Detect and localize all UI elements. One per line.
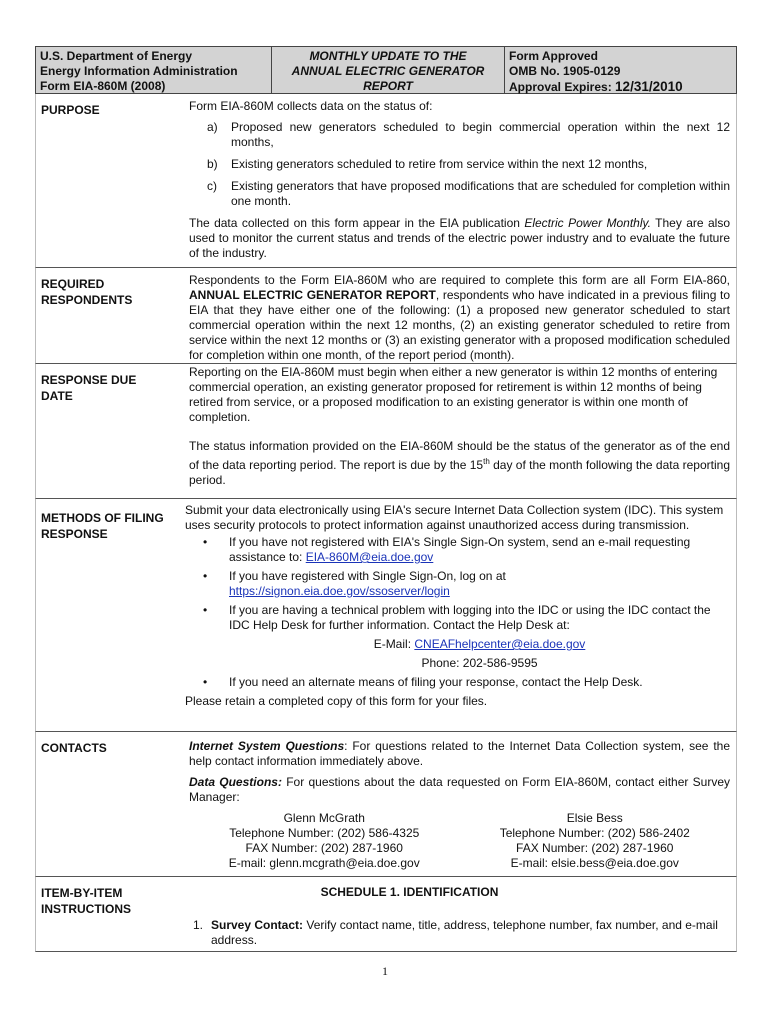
expires-label: Approval Expires:: [509, 80, 612, 94]
list-item: [185, 675, 730, 690]
label-line: METHODS OF FILING: [41, 511, 164, 525]
label-line: RESPONSE DUE: [41, 373, 137, 387]
contacts-row: [35, 732, 737, 877]
internet-text: : For questions related to the Internet Data Collection system, see the help contact information immediately above.: [189, 739, 731, 768]
purpose-content: [185, 94, 736, 267]
signon-link[interactable]: https://signon.eia.doe.gov/ssoserver/login: [229, 584, 450, 598]
bullet-icon: •: [203, 569, 208, 583]
contacts-content: [185, 732, 736, 876]
respondents-text: Respondents to the Form EIA-860M who are required to complete this form are all Form EIA-860,: [189, 273, 730, 287]
expiration: [509, 79, 732, 95]
sso-email-link[interactable]: EIA-860M@eia.doe.gov: [305, 550, 434, 564]
agency-line1: U.S. Department of Energy: [40, 49, 193, 63]
due-date-label: [36, 364, 185, 498]
filing-list: [185, 535, 730, 690]
list-text: If you have registered with Single Sign-On, log on at: [229, 569, 506, 583]
manager-fax: FAX Number: (202) 287-1960: [245, 841, 403, 855]
list-text: If you are having a technical problem with logging into the IDC or using the IDC contact the IDC Help Desk for further information. Contact the Help Desk at:: [229, 603, 711, 632]
manager-name: Elsie Bess: [566, 811, 623, 825]
manager-phone: Telephone Number: (202) 586-2402: [499, 826, 690, 840]
instructions-row: [35, 877, 737, 952]
data-questions: [189, 775, 730, 805]
survey-managers: [189, 811, 730, 871]
title-line3: REPORT: [363, 79, 413, 93]
para-text: day of the month following the data reporting period.: [189, 458, 730, 487]
retain-note: Please retain a completed copy of this form for your files.: [185, 694, 488, 708]
list-key: a): [207, 120, 218, 134]
bullet-icon: •: [203, 675, 208, 689]
item-title: Survey Contact:: [211, 918, 304, 932]
label-line: INSTRUCTIONS: [41, 902, 131, 916]
internet-questions: [189, 739, 730, 769]
item-text: Verify contact name, title, address, telephone number, fax number, and e-mail address.: [211, 918, 718, 947]
due-date-content: [185, 364, 736, 498]
purpose-row: [35, 94, 737, 268]
purpose-intro: Form EIA-860M collects data on the status of:: [189, 99, 433, 113]
list-key: b): [207, 157, 218, 171]
schedule-title: SCHEDULE 1. IDENTIFICATION: [320, 885, 499, 899]
approved-label: Form Approved: [509, 49, 598, 63]
list-text: Proposed new generators scheduled to begin commercial operation within the next 12 months,: [231, 120, 730, 149]
respondents-row: [35, 268, 737, 364]
instructions-label: [36, 877, 185, 951]
due-date-row: [35, 364, 737, 499]
data-text: For questions about the data requested on Form EIA-860M, contact either Survey Manager:: [189, 775, 731, 804]
closing-post: They are also used to monitor the current status and trends of the electric power industry and to evaluate the future of the industry.: [189, 216, 731, 260]
list-item: [185, 603, 730, 671]
list-item: [189, 157, 730, 172]
contacts-label: CONTACTS: [41, 741, 107, 755]
respondents-content: [185, 268, 736, 363]
form-id: Form EIA-860M (2008): [40, 79, 166, 93]
list-item: [185, 535, 730, 565]
purpose-closing: [189, 216, 730, 261]
data-title: Data Questions:: [189, 775, 282, 789]
instruction-item: [189, 918, 730, 948]
bullet-icon: •: [203, 603, 208, 617]
list-text: Existing generators scheduled to retire from service within the next 12 months,: [231, 157, 648, 171]
manager-phone: Telephone Number: (202) 586-4325: [229, 826, 420, 840]
label-line: REQUIRED: [41, 277, 105, 291]
purpose-label: PURPOSE: [41, 103, 100, 117]
filing-row: [35, 499, 737, 732]
filing-intro: Submit your data electronically using EIA's secure Internet Data Collection system (IDC). This system uses security protocols to protect information against unauthorized access during transmission.: [185, 503, 724, 532]
expires-date: 12/31/2010: [615, 79, 683, 94]
agency-line2: Energy Information Administration: [40, 64, 238, 78]
label-line: DATE: [41, 389, 73, 403]
label-line: RESPONDENTS: [41, 293, 133, 307]
label-line: RESPONSE: [41, 527, 108, 541]
label-line: ITEM-BY-ITEM: [41, 886, 123, 900]
list-item: [189, 179, 730, 209]
manager-card: [460, 811, 731, 871]
internet-title: Internet System Questions: [189, 739, 345, 753]
list-text: If you need an alternate means of filing your response, contact the Help Desk.: [229, 675, 643, 689]
page-number: 1: [382, 964, 388, 978]
publication-name: Electric Power Monthly.: [524, 216, 651, 230]
list-item: [189, 120, 730, 150]
agency-block: [36, 47, 272, 93]
list-text: If you have not registered with EIA's Single Sign-On system, send an e-mail requesting assistance to:: [229, 535, 691, 564]
due-date-para2: [189, 439, 730, 488]
closing-pre: The data collected on this form appear in the EIA publication: [189, 216, 525, 230]
due-date-para: Reporting on the EIA-860M must begin when either a new generator is within 12 months of entering commercial operation, an existing generator proposed for retirement is within 12 months of being retired from service, or a proposed modification to an existing generator is within one month of completion.: [189, 365, 718, 424]
omb-number: OMB No. 1905-0129: [509, 64, 621, 78]
superscript: th: [483, 457, 490, 466]
para-text: The status information provided on the EIA-860M should be the status of the generator as of the end of the data reporting period. The report is due by the 15: [189, 439, 730, 472]
list-item: [185, 569, 730, 599]
purpose-list: [189, 120, 730, 209]
manager-email: E-mail: elsie.bess@eia.doe.gov: [510, 856, 679, 870]
instructions-content: [185, 877, 736, 951]
list-text: Existing generators that have proposed modifications that are scheduled for completion within one month.: [231, 179, 730, 208]
email-label: E-Mail:: [373, 637, 415, 651]
helpdesk-email-link[interactable]: CNEAFhelpcenter@eia.doe.gov: [414, 637, 586, 651]
respondents-label: [36, 268, 185, 363]
title-line1: MONTHLY UPDATE TO THE: [309, 49, 467, 63]
item-number: 1.: [193, 918, 204, 932]
approval-block: [505, 47, 736, 93]
form-title: [272, 47, 505, 93]
manager-fax: FAX Number: (202) 287-1960: [516, 841, 674, 855]
form-page: [35, 46, 737, 952]
title-line2: ANNUAL ELECTRIC GENERATOR: [291, 64, 485, 78]
manager-card: [189, 811, 460, 871]
helpdesk-email: [229, 637, 730, 652]
respondents-text: , respondents who have indicated in a previous filing to EIA that they have either one of the following: (1) a proposed new generator scheduled to start commercial operation within the next 12 months, (2) an existing generator scheduled to retire from service within the next 12 months or (3) an existing generator with a proposed modification scheduled for completion within one month, of the report period (month).: [189, 288, 731, 362]
list-key: c): [207, 179, 217, 193]
manager-name: Glenn McGrath: [283, 811, 365, 825]
filing-content: [185, 499, 736, 731]
manager-email: E-mail: glenn.mcgrath@eia.doe.gov: [228, 856, 420, 870]
helpdesk-phone: Phone: 202-586-9595: [421, 656, 538, 670]
report-name: ANNUAL ELECTRIC GENERATOR REPORT: [189, 288, 436, 302]
form-header: [35, 46, 737, 94]
bullet-icon: •: [203, 535, 208, 549]
filing-label: [36, 499, 185, 731]
